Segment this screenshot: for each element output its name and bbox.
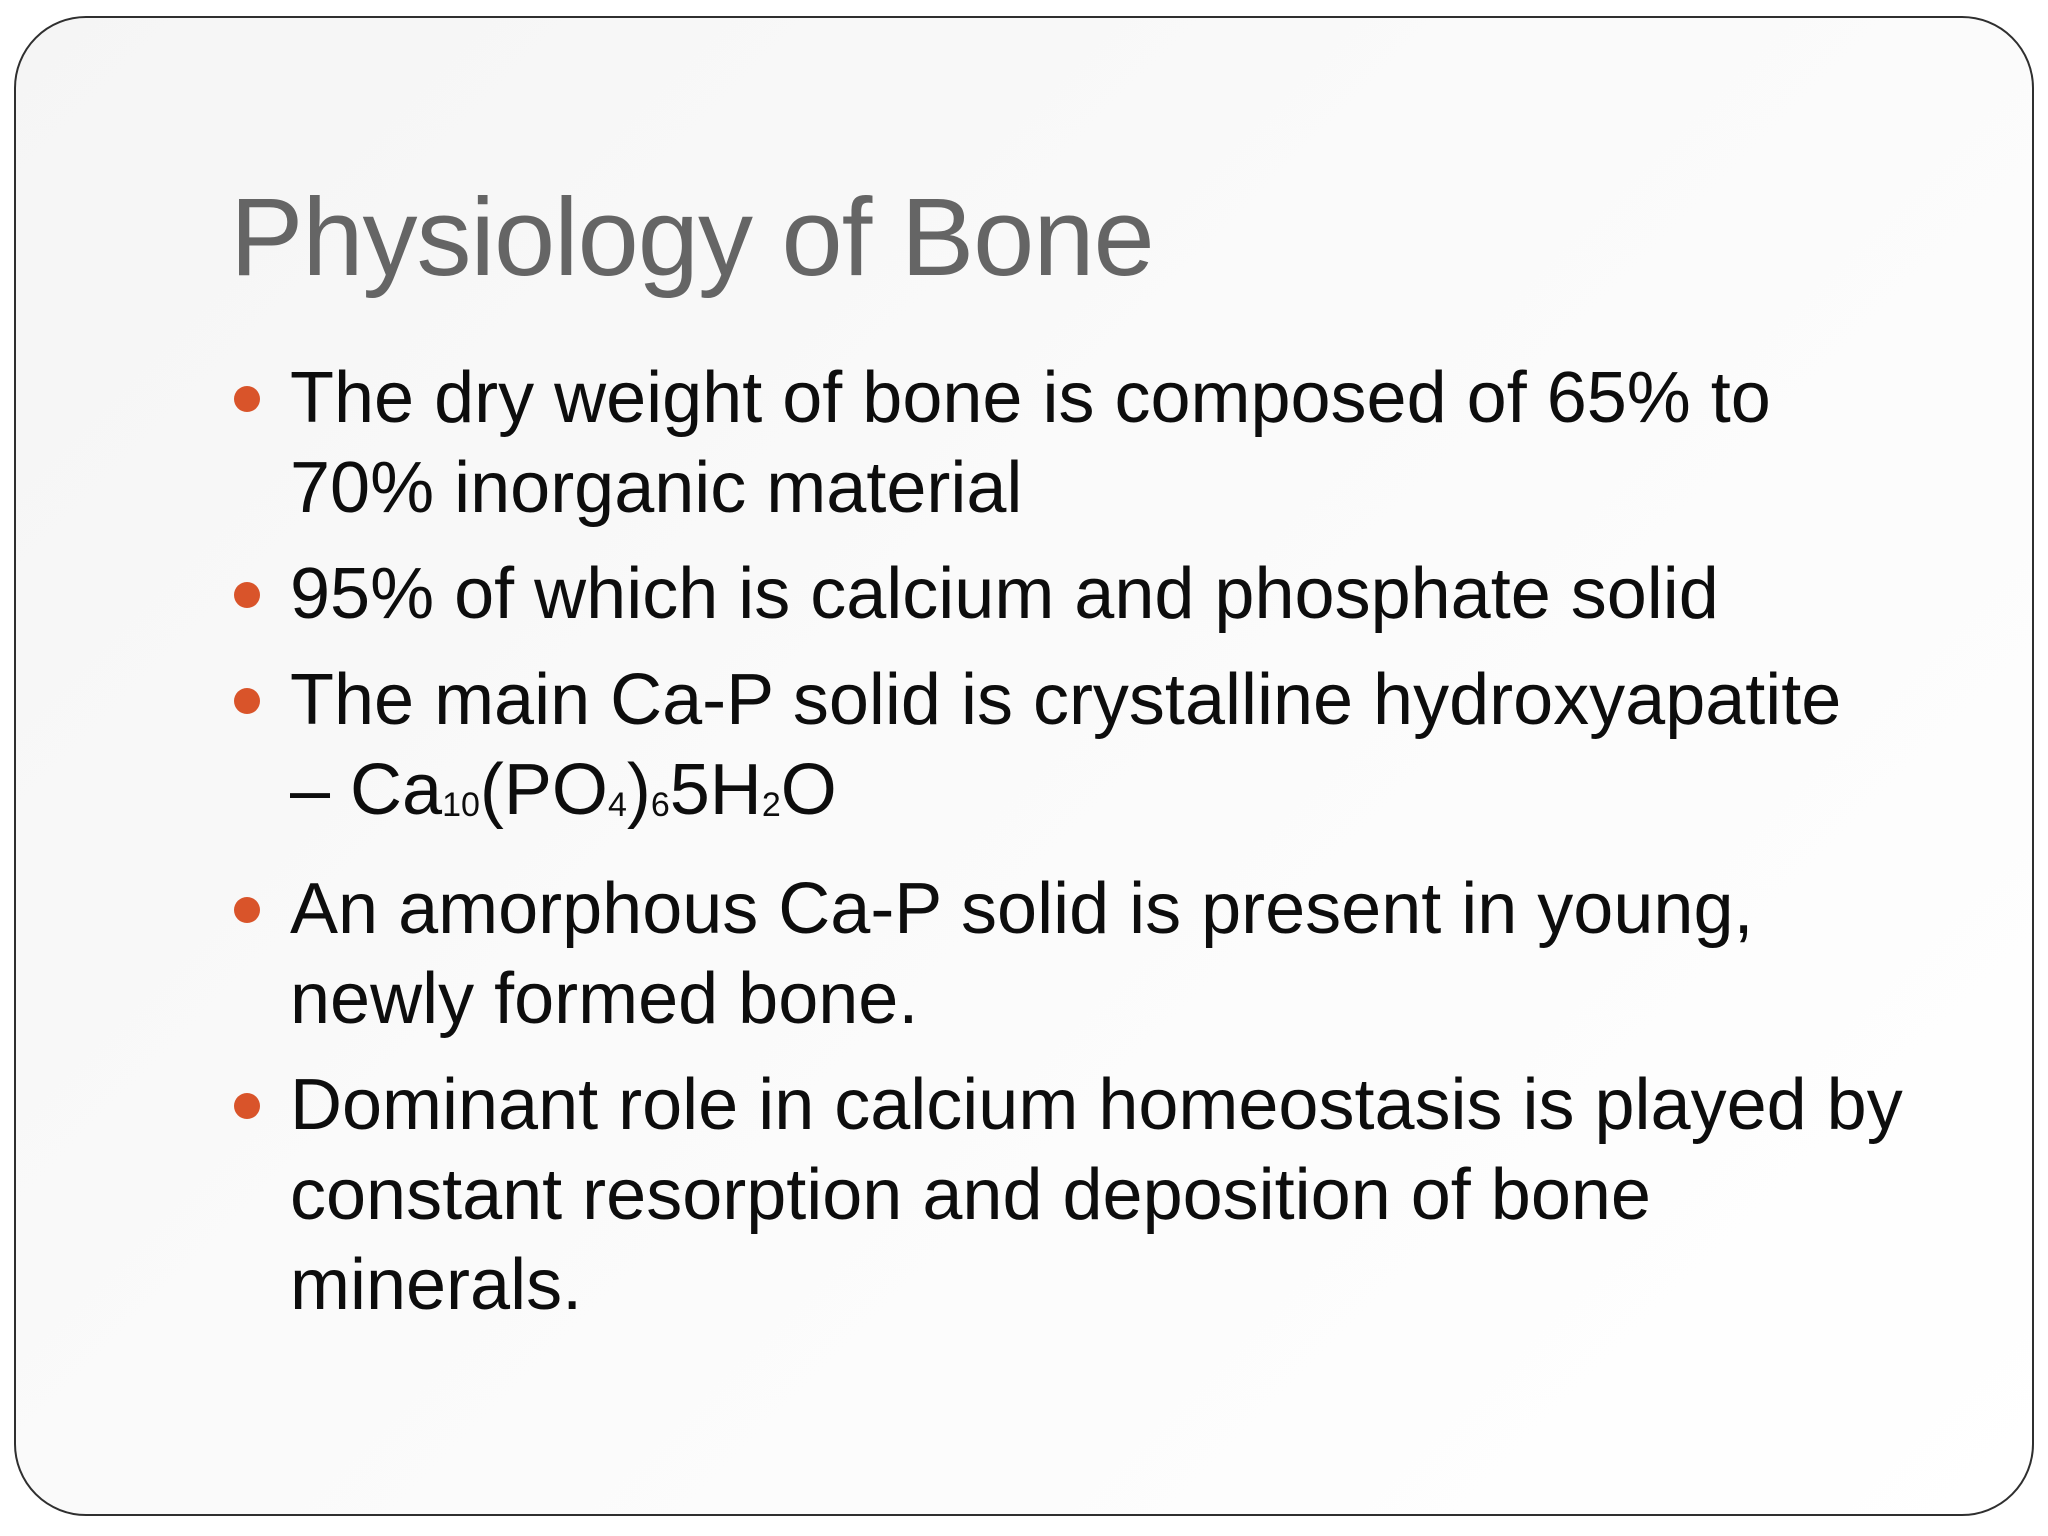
chemical-formula	[290, 745, 1930, 848]
formula-part: (PO	[479, 750, 608, 830]
bullet-item-4	[230, 864, 1930, 1044]
formula-subscript: 2	[761, 786, 781, 824]
formula-subscript: 4	[607, 786, 627, 824]
formula-subscript: 10	[442, 786, 480, 824]
formula-part: )	[626, 750, 651, 830]
bullet-text: 95% of which is calcium and phosphate solid	[290, 554, 1719, 634]
bullet-item-3	[230, 655, 1930, 848]
bullet-item-5	[230, 1060, 1930, 1330]
formula-subscript: 6	[650, 786, 670, 824]
bullet-dot-icon	[234, 582, 260, 608]
bullet-item-1	[230, 353, 1930, 533]
formula-part: – Ca	[290, 750, 443, 830]
bullet-text: An amorphous Ca-P solid is present in young, newly formed bone.	[290, 869, 1754, 1039]
formula-part: 5H	[669, 750, 762, 830]
bullet-dot-icon	[234, 1093, 260, 1119]
bullet-text: Dominant role in calcium homeostasis is played by constant resorption and deposition of bone minerals.	[290, 1065, 1903, 1325]
bullet-dot-icon	[234, 897, 260, 923]
slide-frame	[14, 16, 2034, 1516]
formula-part: O	[780, 750, 837, 830]
bullet-item-2	[230, 549, 1930, 639]
bullet-dot-icon	[234, 688, 260, 714]
bullet-dot-icon	[234, 386, 260, 412]
slide-title: Physiology of Bone	[230, 176, 1154, 299]
bullet-list	[230, 353, 1930, 1346]
bullet-text: The main Ca-P solid is crystalline hydroxyapatite	[290, 660, 1842, 740]
bullet-text: The dry weight of bone is composed of 65% to 70% inorganic material	[290, 358, 1771, 528]
